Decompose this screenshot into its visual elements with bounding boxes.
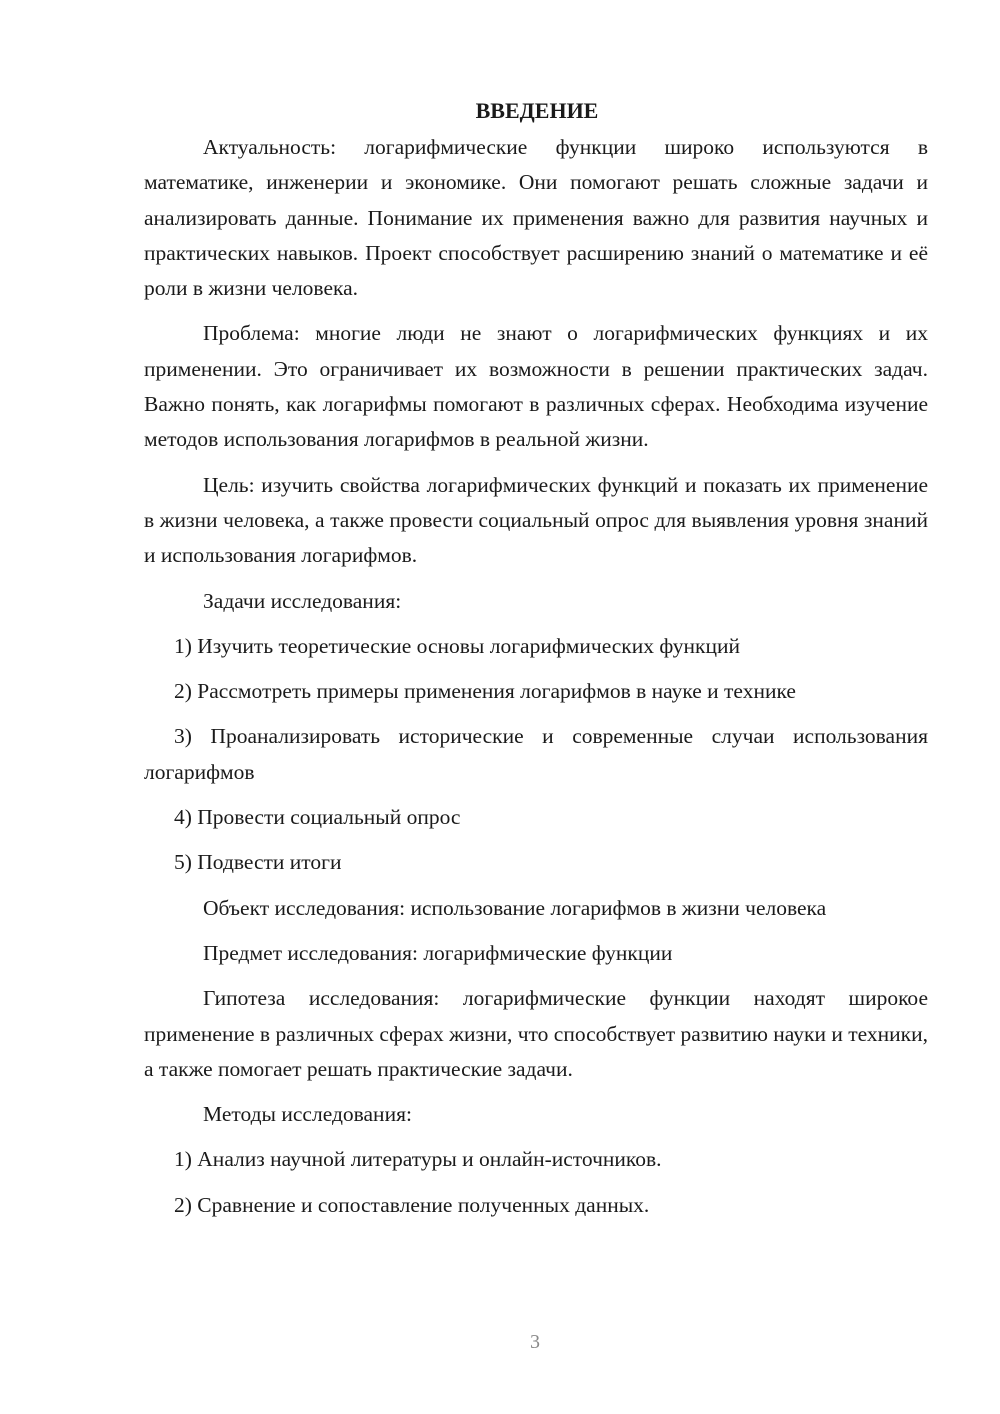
page-number: 3 bbox=[530, 1331, 540, 1353]
hypothesis-paragraph: Гипотеза исследования: логарифмические функции находят широкое применение в различных сферах жизни, что способствует развитию науки и техники, а также помогает решать практические задачи. bbox=[144, 986, 928, 1081]
document-body bbox=[144, 96, 928, 1233]
object-paragraph: Объект исследования: использование логарифмов в жизни человека bbox=[203, 895, 827, 920]
method-item: 1) Анализ научной литературы и онлайн-источников. bbox=[174, 1147, 662, 1172]
relevance-paragraph: Актуальность: логарифмические функции широко используются в математике, инженерии и экономике. Они помогают решать сложные задачи и анализировать данные. Понимание их применения важно для развития научных и практических навыков. Проект способствует расширению знаний о математике и её роли в жизни человека. bbox=[144, 135, 928, 301]
section-title: ВВЕДЕНИЕ bbox=[475, 98, 599, 123]
subject-paragraph: Предмет исследования: логарифмические функции bbox=[203, 940, 673, 965]
methods-heading: Методы исследования: bbox=[203, 1102, 412, 1127]
problem-paragraph: Проблема: многие люди не знают о логарифмических функциях и их применении. Это ограничивает их возможности в решении практических задач. Важно понять, как логарифмы помогают в различных сферах. Необходима изучение методов использования логарифмов в реальной жизни. bbox=[144, 321, 928, 452]
task-item: 3) Проанализировать исторические и современные случаи использования логарифмов bbox=[144, 724, 928, 784]
task-item: 2) Рассмотреть примеры применения логарифмов в науке и технике bbox=[174, 679, 796, 704]
task-item: 4) Провести социальный опрос bbox=[174, 805, 461, 830]
method-item: 2) Сравнение и сопоставление полученных данных. bbox=[174, 1192, 650, 1217]
task-item: 5) Подвести итоги bbox=[174, 850, 342, 875]
goal-paragraph: Цель: изучить свойства логарифмических функций и показать их применение в жизни человека, а также провести социальный опрос для выявления уровня знаний и использования логарифмов. bbox=[144, 472, 928, 568]
task-item: 1) Изучить теоретические основы логарифмических функций bbox=[174, 633, 741, 658]
tasks-heading: Задачи исследования: bbox=[203, 588, 402, 613]
